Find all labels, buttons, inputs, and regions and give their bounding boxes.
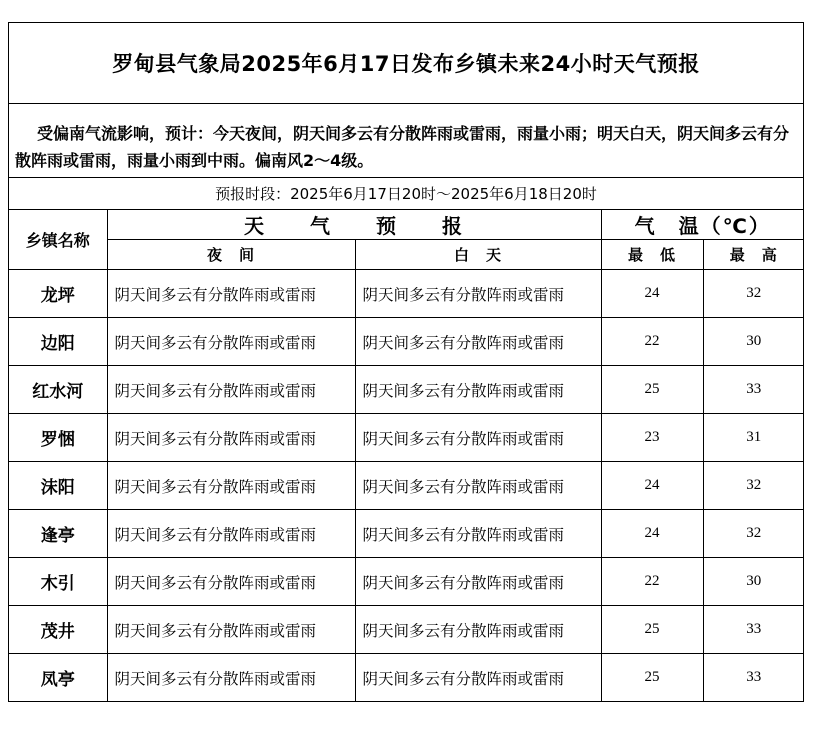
- night-weather: 阴天间多云有分散阵雨或雷雨: [107, 414, 355, 462]
- high-temp: 31: [703, 414, 804, 462]
- night-weather: 阴天间多云有分散阵雨或雷雨: [107, 606, 355, 654]
- low-temp: 24: [601, 510, 703, 558]
- table-row: [9, 414, 804, 462]
- table-row: [9, 270, 804, 318]
- high-temp: 32: [703, 510, 804, 558]
- low-temp: 25: [601, 366, 703, 414]
- high-temp: 33: [703, 654, 804, 702]
- forecast-table: [9, 210, 804, 701]
- night-weather: 阴天间多云有分散阵雨或雷雨: [107, 654, 355, 702]
- header-temperature: 气 温（℃）: [601, 210, 804, 240]
- night-weather: 阴天间多云有分散阵雨或雷雨: [107, 510, 355, 558]
- day-weather: 阴天间多云有分散阵雨或雷雨: [355, 558, 601, 606]
- day-weather: 阴天间多云有分散阵雨或雷雨: [355, 270, 601, 318]
- page-title: 罗甸县气象局2025年6月17日发布乡镇未来24小时天气预报: [9, 23, 803, 104]
- table-row: [9, 510, 804, 558]
- night-weather: 阴天间多云有分散阵雨或雷雨: [107, 462, 355, 510]
- day-weather: 阴天间多云有分散阵雨或雷雨: [355, 462, 601, 510]
- low-temp: 24: [601, 462, 703, 510]
- header-night: 夜 间: [107, 240, 355, 270]
- day-weather: 阴天间多云有分散阵雨或雷雨: [355, 318, 601, 366]
- high-temp: 30: [703, 318, 804, 366]
- day-weather: 阴天间多云有分散阵雨或雷雨: [355, 654, 601, 702]
- low-temp: 24: [601, 270, 703, 318]
- town-name: 茂井: [9, 606, 107, 654]
- table-row: [9, 366, 804, 414]
- table-row: [9, 318, 804, 366]
- town-name: 逢亭: [9, 510, 107, 558]
- table-row: [9, 558, 804, 606]
- high-temp: 33: [703, 606, 804, 654]
- table-row: [9, 462, 804, 510]
- header-day: 白 天: [355, 240, 601, 270]
- high-temp: 32: [703, 462, 804, 510]
- town-name: 木引: [9, 558, 107, 606]
- forecast-period: 预报时段：2025年6月17日20时～2025年6月18日20时: [9, 178, 803, 210]
- day-weather: 阴天间多云有分散阵雨或雷雨: [355, 414, 601, 462]
- night-weather: 阴天间多云有分散阵雨或雷雨: [107, 366, 355, 414]
- high-temp: 30: [703, 558, 804, 606]
- night-weather: 阴天间多云有分散阵雨或雷雨: [107, 318, 355, 366]
- town-name: 红水河: [9, 366, 107, 414]
- low-temp: 25: [601, 606, 703, 654]
- header-high: 最 高: [703, 240, 804, 270]
- day-weather: 阴天间多云有分散阵雨或雷雨: [355, 366, 601, 414]
- header-weather-forecast: 天 气 预 报: [107, 210, 601, 240]
- town-name: 边阳: [9, 318, 107, 366]
- night-weather: 阴天间多云有分散阵雨或雷雨: [107, 558, 355, 606]
- header-town-name: 乡镇名称: [9, 210, 107, 270]
- high-temp: 32: [703, 270, 804, 318]
- day-weather: 阴天间多云有分散阵雨或雷雨: [355, 510, 601, 558]
- table-row: [9, 606, 804, 654]
- low-temp: 22: [601, 558, 703, 606]
- town-name: 龙坪: [9, 270, 107, 318]
- forecast-summary: 受偏南气流影响，预计：今天夜间，阴天间多云有分散阵雨或雷雨，雨量小雨；明天白天，阴天间多云有分散阵雨或雷雨，雨量小雨到中雨。偏南风2～4级。: [9, 104, 803, 178]
- high-temp: 33: [703, 366, 804, 414]
- town-name: 沫阳: [9, 462, 107, 510]
- low-temp: 22: [601, 318, 703, 366]
- night-weather: 阴天间多云有分散阵雨或雷雨: [107, 270, 355, 318]
- low-temp: 25: [601, 654, 703, 702]
- low-temp: 23: [601, 414, 703, 462]
- table-row: [9, 654, 804, 702]
- header-low: 最 低: [601, 240, 703, 270]
- forecast-sheet: [8, 22, 804, 702]
- town-name: 凤亭: [9, 654, 107, 702]
- town-name: 罗悃: [9, 414, 107, 462]
- day-weather: 阴天间多云有分散阵雨或雷雨: [355, 606, 601, 654]
